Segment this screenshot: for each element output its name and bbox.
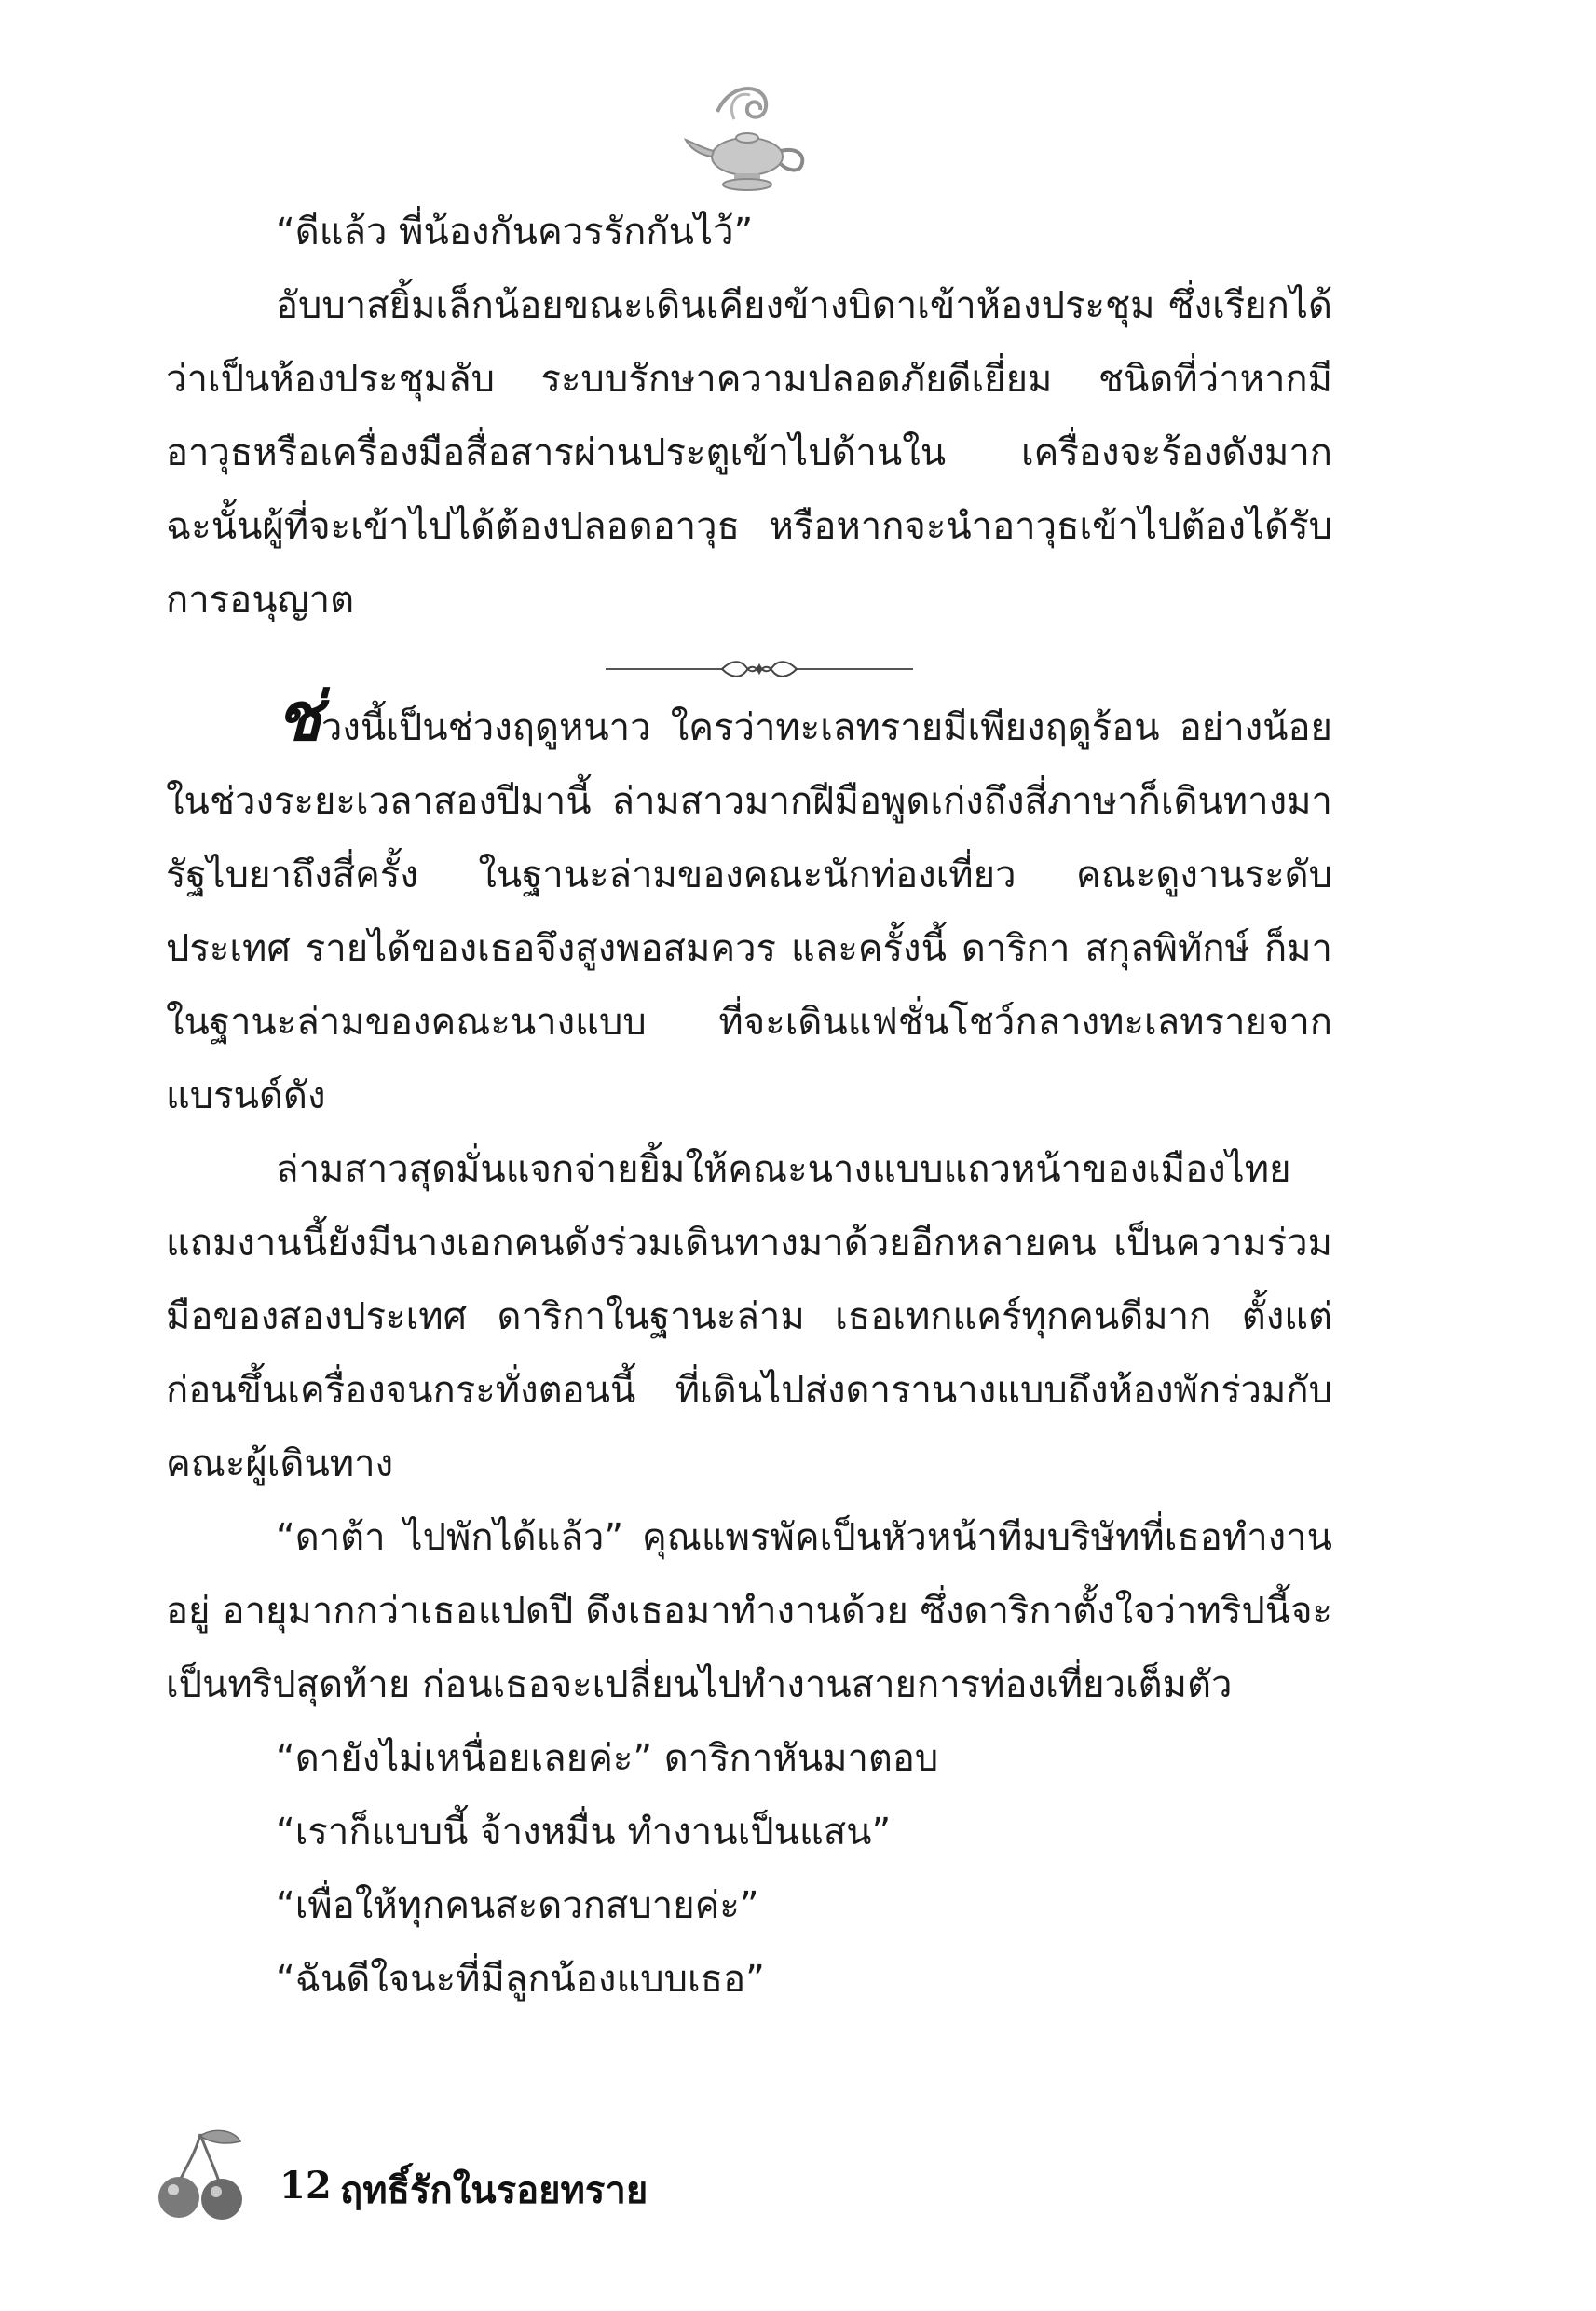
paragraph: “เพื่อให้ทุกคนสะดวกสบายค่ะ” <box>276 1884 759 1927</box>
ornamental-divider-icon <box>601 652 918 686</box>
paragraph: ล่ามสาวสุดมั่นแจกจ่ายยิ้มให้คณะนางแบบแถวหน้าของเมืองไทย แถมงานนี้ยังมีนางเอกคนดังร่วมเดินทางมาด้วยอีกหลายคน เป็นความร่วมมือของสองประเทศ ดาริกาในฐานะล่าม เธอเทกแคร์ทุกคนดีมาก ตั้งแต่ก่อนขึ้นเครื่องจนกระทั่งตอนนี้ ที่เดินไปส่งดารานางแบบถึงห้องพักร่วมกับคณะผู้เดินทาง <box>166 1148 1332 1485</box>
paragraph: “เราก็แบบนี้ จ้างหมื่น ทำงานเป็นแสน” <box>276 1811 892 1853</box>
page-footer <box>149 2125 708 2227</box>
section-2-text <box>166 677 1332 2017</box>
cherry-icon <box>149 2125 252 2227</box>
page-number: 12 <box>280 2164 332 2208</box>
paragraph: “ดายังไม่เหนื่อยเลยค่ะ” ดาริกาหันมาตอบ <box>276 1737 939 1780</box>
paragraph: อับบาสยิ้มเล็กน้อยขณะเดินเคียงข้างบิดาเข้าห้องประชุม ซึ่งเรียกได้ว่าเป็นห้องประชุมลับ ระบบรักษาความปลอดภัยดีเยี่ยม ชนิดที่ว่าหากมีอาวุธหรือเครื่องมือสื่อสารผ่านประตูเข้าไปด้านใน เครื่องจะร้องดังมาก ฉะนั้นผู้ที่จะเข้าไปได้ต้องปลอดอาวุธ หรือหากจะนำอาวุธเข้าไปต้องได้รับการอนุญาต <box>166 284 1332 622</box>
first-paragraph <box>166 677 1332 1133</box>
section-1-text <box>166 196 1332 637</box>
genie-lamp-icon <box>680 75 820 196</box>
first-paragraph-text: วงนี้เป็นช่วงฤดูหนาว ใครว่าทะเลทรายมีเพียงฤดูร้อน อย่างน้อยในช่วงระยะเวลาสองปีมานี้ ล่ามสาวมากฝีมือพูดเก่งถึงสี่ภาษาก็เดินทางมารัฐไบยาถึงสี่ครั้ง ในฐานะล่ามของคณะนักท่องเที่ยว คณะดูงานระดับประเทศ รายได้ของเธอจึงสูงพอสมควร และครั้งนี้ ดาริกา สกุลพิทักษ์ ก็มาในฐานะล่ามของคณะนางแบบ ที่จะเดินแฟชั่นโชว์กลางทะเลทรายจากแบรนด์ดัง <box>166 706 1332 1117</box>
paragraph: “ฉันดีใจนะที่มีลูกน้องแบบเธอ” <box>276 1958 765 2001</box>
drop-cap: ช่ <box>276 677 321 756</box>
paragraph: “ดาต้า ไปพักได้แล้ว” คุณแพรพัคเป็นหัวหน้าทีมบริษัทที่เธอทำงานอยู่ อายุมากกว่าเธอแปดปี ดึงเธอมาทำงานด้วย ซึ่งดาริกาตั้งใจว่าทริปนี้จะเป็นทริปสุดท้าย ก่อนเธอจะเปลี่ยนไปทำงานสายการท่องเที่ยวเต็มตัว <box>166 1516 1332 1706</box>
paragraph: “ดีแล้ว พี่น้องกันควรรักกันไว้” <box>276 211 754 253</box>
book-title: ฤทธิ์รักในรอยทราย <box>340 2168 648 2212</box>
